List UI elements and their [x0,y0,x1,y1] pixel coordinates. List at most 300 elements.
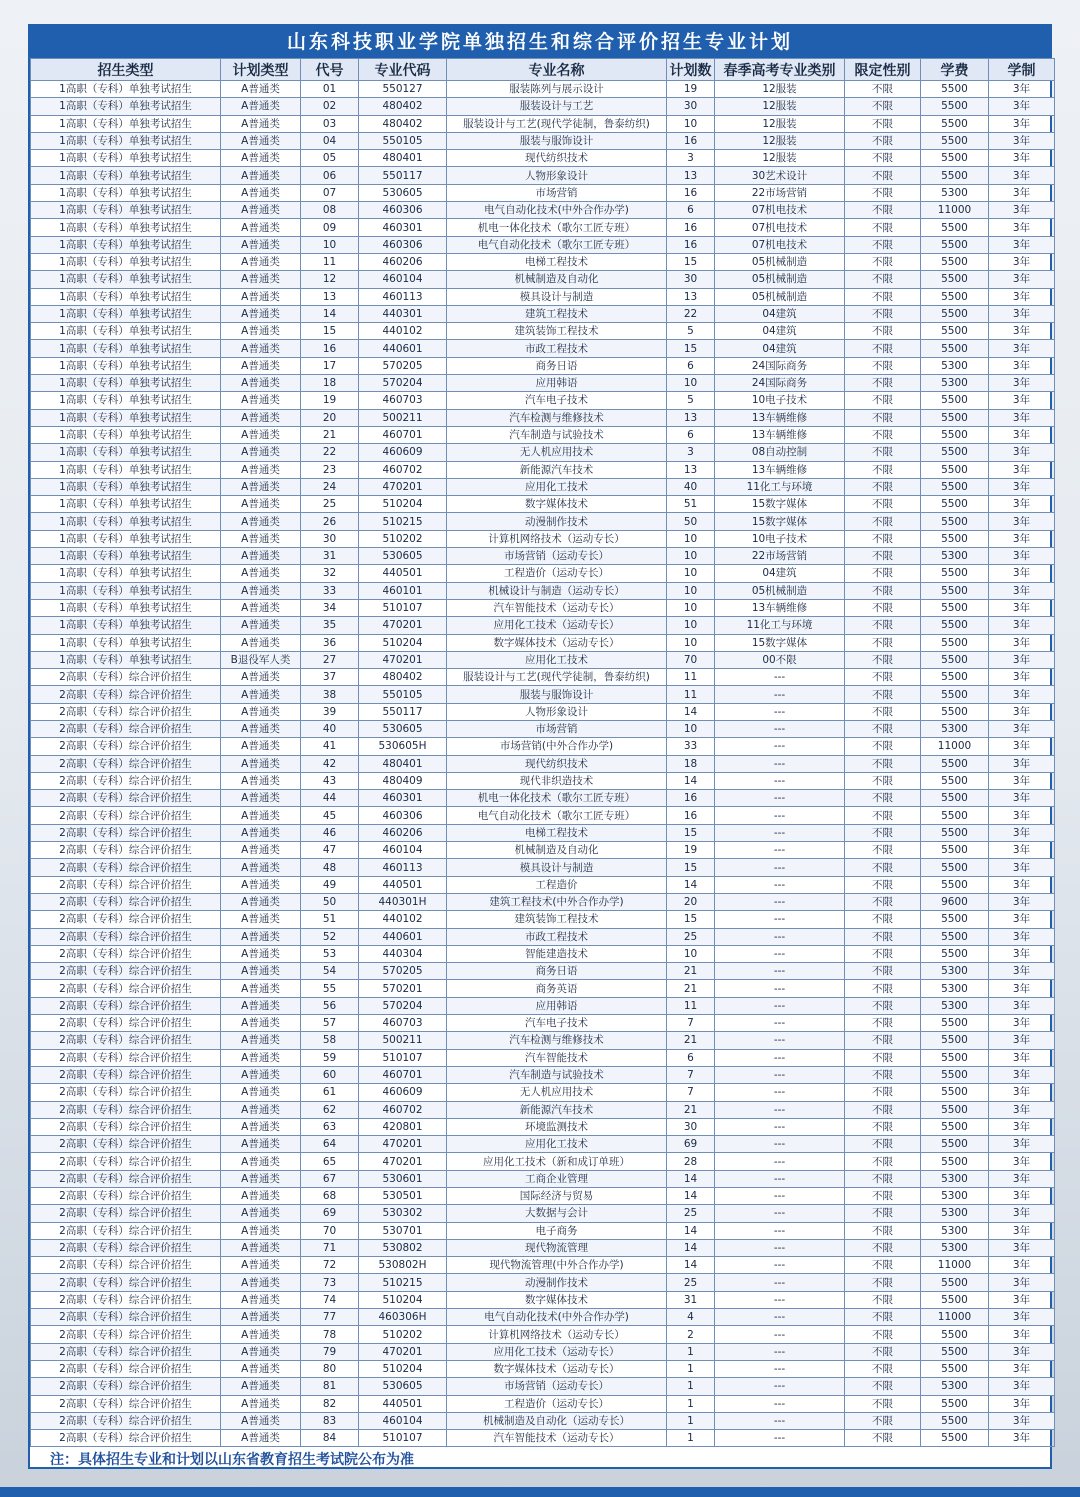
table-cell: --- [715,876,845,893]
table-cell: 3年 [989,634,1055,651]
table-cell: 21 [301,426,359,443]
table-cell: A普通类 [221,634,301,651]
table-cell: A普通类 [221,548,301,565]
table-cell: 3 [667,444,715,461]
table-cell: A普通类 [221,1101,301,1118]
table-cell: 460702 [359,461,447,478]
table-cell: 480402 [359,115,447,132]
table-cell: 460101 [359,582,447,599]
table-cell: 05机械制造 [715,582,845,599]
table-cell: 1高职（专科）单独考试招生 [31,599,221,616]
table-row [31,219,1055,236]
table-cell: A普通类 [221,859,301,876]
table-cell: --- [715,997,845,1014]
table-cell: 3年 [989,426,1055,443]
table-row [31,253,1055,270]
table-cell: 470201 [359,617,447,634]
table-cell: 16 [667,236,715,253]
table-row [31,1326,1055,1343]
table-cell: 78 [301,1326,359,1343]
table-cell: --- [715,1360,845,1377]
table-cell: 3年 [989,911,1055,928]
table-row [31,1084,1055,1101]
table-cell: A普通类 [221,184,301,201]
table-cell: 7 [667,1084,715,1101]
table-cell: 3年 [989,859,1055,876]
table-cell: 5500 [921,288,989,305]
table-cell: 20 [301,409,359,426]
table-cell: 41 [301,738,359,755]
table-cell: 13 [667,461,715,478]
table-cell: 不限 [845,513,921,530]
table-cell: A普通类 [221,911,301,928]
table-cell: 汽车智能技术（运动专长） [447,1430,667,1447]
table-cell: 3年 [989,81,1055,98]
table-row [31,184,1055,201]
table-cell: 1高职（专科）单独考试招生 [31,115,221,132]
table-cell: 30 [667,271,715,288]
table-cell: A普通类 [221,1136,301,1153]
table-row [31,1239,1055,1256]
table-cell: 3年 [989,807,1055,824]
table-cell: A普通类 [221,1032,301,1049]
table-cell: 5500 [921,651,989,668]
table-cell: 16 [301,340,359,357]
table-cell: 5500 [921,565,989,582]
table-cell: 15 [667,340,715,357]
table-cell: 1高职（专科）单独考试招生 [31,357,221,374]
table-cell: 470201 [359,478,447,495]
table-cell: A普通类 [221,357,301,374]
table-cell: 2高职（专科）综合评价招生 [31,738,221,755]
table-cell: 数字媒体技术（运动专长） [447,634,667,651]
table-cell: A普通类 [221,703,301,720]
table-cell: 5300 [921,1188,989,1205]
table-cell: 510107 [359,599,447,616]
table-row [31,1222,1055,1239]
table-cell: 63 [301,1118,359,1135]
table-cell: 05机械制造 [715,288,845,305]
table-cell: 480401 [359,150,447,167]
table-cell: 440601 [359,928,447,945]
table-cell: 10 [667,617,715,634]
table-row [31,703,1055,720]
table-row [31,669,1055,686]
table-row [31,496,1055,513]
table-cell: 3年 [989,1222,1055,1239]
table-cell: 1高职（专科）单独考试招生 [31,167,221,184]
table-cell: 45 [301,807,359,824]
table-cell: 5500 [921,323,989,340]
table-cell: 2高职（专科）综合评价招生 [31,1395,221,1412]
table-cell: --- [715,720,845,737]
table-cell: 不限 [845,478,921,495]
table-cell: 5500 [921,772,989,789]
table-cell: 51 [667,496,715,513]
table-cell: A普通类 [221,1170,301,1187]
table-cell: 59 [301,1049,359,1066]
table-cell: 机械制造及自动化 [447,271,667,288]
table-cell: A普通类 [221,1066,301,1083]
table-cell: 440501 [359,1395,447,1412]
table-cell: 04建筑 [715,323,845,340]
table-cell: 电气自动化技术（歌尔工匠专班） [447,807,667,824]
table-cell: 2高职（专科）综合评价招生 [31,1118,221,1135]
table-cell: 460104 [359,842,447,859]
table-cell: --- [715,1066,845,1083]
table-cell: 应用化工技术 [447,1136,667,1153]
table-cell: 市政工程技术 [447,340,667,357]
table-cell: 11化工与环境 [715,478,845,495]
table-cell: 12服装 [715,115,845,132]
table-cell: 不限 [845,409,921,426]
table-cell: 35 [301,617,359,634]
table-cell: 3年 [989,392,1055,409]
table-row [31,928,1055,945]
table-cell: A普通类 [221,1084,301,1101]
table-cell: A普通类 [221,1430,301,1447]
table-cell: 不限 [845,1430,921,1447]
table-cell: --- [715,669,845,686]
table-cell: 3年 [989,444,1055,461]
table-cell: 不限 [845,461,921,478]
table-row [31,1309,1055,1326]
table-cell: A普通类 [221,1309,301,1326]
table-cell: 现代非织造技术 [447,772,667,789]
table-row [31,1291,1055,1308]
table-cell: 不限 [845,1412,921,1429]
table-cell: 37 [301,669,359,686]
table-cell: 15 [667,911,715,928]
table-cell: 2高职（专科）综合评价招生 [31,963,221,980]
table-cell: 06 [301,167,359,184]
table-cell: 73 [301,1274,359,1291]
table-cell: 10电子技术 [715,392,845,409]
table-row [31,893,1055,910]
table-row [31,1205,1055,1222]
table-cell: 汽车检测与维修技术 [447,1032,667,1049]
table-row [31,409,1055,426]
table-cell: A普通类 [221,392,301,409]
table-cell: 5300 [921,1222,989,1239]
table-cell: 7 [667,1066,715,1083]
table-cell: 570201 [359,980,447,997]
table-cell: 应用化工技术 [447,651,667,668]
table-cell: A普通类 [221,496,301,513]
table-cell: 服装陈列与展示设计 [447,81,667,98]
table-cell: 77 [301,1309,359,1326]
table-cell: 1高职（专科）单独考试招生 [31,634,221,651]
table-cell: 3年 [989,1032,1055,1049]
table-cell: 84 [301,1430,359,1447]
table-cell: 5500 [921,98,989,115]
table-cell: 不限 [845,496,921,513]
table-cell: 5500 [921,1291,989,1308]
table-cell: 22市场营销 [715,184,845,201]
table-row [31,98,1055,115]
table-cell: A普通类 [221,565,301,582]
table-cell: 2高职（专科）综合评价招生 [31,1378,221,1395]
table-cell: 不限 [845,686,921,703]
table-cell: 1高职（专科）单独考试招生 [31,409,221,426]
table-cell: 3年 [989,599,1055,616]
table-cell: 3年 [989,1291,1055,1308]
table-cell: 10 [667,115,715,132]
table-row [31,202,1055,219]
table-cell: 25 [667,1205,715,1222]
table-cell: 51 [301,911,359,928]
table-cell: A普通类 [221,755,301,772]
table-cell: 570204 [359,375,447,392]
table-cell: 2高职（专科）综合评价招生 [31,911,221,928]
table-cell: 3年 [989,98,1055,115]
table-cell: A普通类 [221,686,301,703]
table-cell: 510107 [359,1430,447,1447]
table-cell: A普通类 [221,1257,301,1274]
table-cell: 6 [667,1049,715,1066]
table-cell: --- [715,1239,845,1256]
table-cell: --- [715,1395,845,1412]
table-cell: 550117 [359,167,447,184]
table-cell: 07机电技术 [715,236,845,253]
table-cell: 15 [301,323,359,340]
table-cell: 服装设计与工艺(现代学徒制，鲁泰纺织) [447,115,667,132]
table-cell: 27 [301,651,359,668]
table-cell: 5500 [921,426,989,443]
table-row [31,1170,1055,1187]
table-cell: 9600 [921,893,989,910]
table-cell: 3年 [989,1378,1055,1395]
table-cell: 26 [301,513,359,530]
table-cell: --- [715,911,845,928]
table-cell: 3年 [989,1343,1055,1360]
table-cell: A普通类 [221,81,301,98]
table-cell: --- [715,842,845,859]
table-cell: 04建筑 [715,565,845,582]
table-cell: --- [715,1309,845,1326]
table-cell: 13车辆维修 [715,461,845,478]
table-cell: 1 [667,1378,715,1395]
table-cell: 530605 [359,548,447,565]
table-cell: 不限 [845,323,921,340]
table-cell: 1高职（专科）单独考试招生 [31,513,221,530]
table-cell: 电气自动化技术（歌尔工匠专班） [447,236,667,253]
table-cell: A普通类 [221,426,301,443]
table-cell: 1高职（专科）单独考试招生 [31,219,221,236]
table-cell: 10 [667,375,715,392]
table-row [31,150,1055,167]
table-cell: 3年 [989,703,1055,720]
table-cell: A普通类 [221,720,301,737]
table-cell: --- [715,945,845,962]
table-cell: 24 [301,478,359,495]
table-row [31,478,1055,495]
table-cell: 20 [667,893,715,910]
table-cell: --- [715,1274,845,1291]
table-row [31,1412,1055,1429]
table-cell: 2高职（专科）综合评价招生 [31,980,221,997]
table-cell: 1高职（专科）单独考试招生 [31,202,221,219]
table-cell: 80 [301,1360,359,1377]
table-cell: 67 [301,1170,359,1187]
table-cell: 530701 [359,1222,447,1239]
table-row [31,790,1055,807]
table-cell: 动漫制作技术 [447,1274,667,1291]
table-cell: 机械制造及自动化（运动专长） [447,1412,667,1429]
table-cell: A普通类 [221,1188,301,1205]
table-cell: 21 [667,963,715,980]
table-cell: 72 [301,1257,359,1274]
table-cell: 570204 [359,997,447,1014]
table-cell: --- [715,1084,845,1101]
table-cell: 5500 [921,1274,989,1291]
table-cell: --- [715,893,845,910]
table-cell: A普通类 [221,669,301,686]
table-cell: 480402 [359,669,447,686]
table-cell: 28 [667,1153,715,1170]
table-cell: 3年 [989,323,1055,340]
table-cell: 不限 [845,824,921,841]
table-cell: 新能源汽车技术 [447,1101,667,1118]
table-cell: 不限 [845,115,921,132]
table-cell: --- [715,1136,845,1153]
table-row [31,772,1055,789]
table-row [31,305,1055,322]
table-row [31,859,1055,876]
column-header: 春季高考专业类别 [715,59,845,81]
table-cell: 5500 [921,1412,989,1429]
table-row [31,945,1055,962]
table-cell: 不限 [845,184,921,201]
table-cell: 15数字媒体 [715,634,845,651]
table-cell: 2 [667,1326,715,1343]
table-cell: 不限 [845,1015,921,1032]
table-cell: 5300 [921,980,989,997]
table-row [31,997,1055,1014]
table-cell: 81 [301,1378,359,1395]
table-cell: 汽车制造与试验技术 [447,426,667,443]
table-cell: 11 [667,997,715,1014]
table-cell: 71 [301,1239,359,1256]
table-cell: 3 [667,150,715,167]
table-cell: A普通类 [221,530,301,547]
table-cell: 3年 [989,167,1055,184]
table-cell: 40 [667,478,715,495]
table-cell: 440301H [359,893,447,910]
table-cell: 不限 [845,1205,921,1222]
table-cell: 58 [301,1032,359,1049]
table-cell: A普通类 [221,807,301,824]
table-cell: 5500 [921,253,989,270]
table-cell: 5300 [921,997,989,1014]
table-cell: 460609 [359,444,447,461]
table-cell: 1高职（专科）单独考试招生 [31,582,221,599]
table-cell: 现代物流管理(中外合作办学) [447,1257,667,1274]
table-cell: 5500 [921,807,989,824]
table-cell: 5300 [921,184,989,201]
table-cell: --- [715,1188,845,1205]
table-cell: 应用化工技术（新和成订单班） [447,1153,667,1170]
table-cell: 42 [301,755,359,772]
table-cell: 2高职（专科）综合评价招生 [31,1084,221,1101]
table-cell: 5300 [921,720,989,737]
table-cell: 2高职（专科）综合评价招生 [31,1257,221,1274]
table-cell: 11 [301,253,359,270]
table-cell: 5300 [921,1205,989,1222]
table-cell: A普通类 [221,132,301,149]
table-row [31,530,1055,547]
table-row [31,1049,1055,1066]
table-cell: 22 [301,444,359,461]
table-cell: 12服装 [715,150,845,167]
table-cell: 50 [667,513,715,530]
table-cell: 不限 [845,1118,921,1135]
table-cell: 440501 [359,876,447,893]
table-row [31,738,1055,755]
table-cell: 500211 [359,409,447,426]
table-cell: A普通类 [221,790,301,807]
table-cell: 510202 [359,1326,447,1343]
table-cell: 5500 [921,115,989,132]
table-cell: 2高职（专科）综合评价招生 [31,1412,221,1429]
table-cell: 3年 [989,1274,1055,1291]
table-cell: 3年 [989,1239,1055,1256]
table-cell: 12服装 [715,132,845,149]
table-cell: 2高职（专科）综合评价招生 [31,1049,221,1066]
table-cell: 4 [667,1309,715,1326]
table-cell: 汽车电子技术 [447,1015,667,1032]
table-cell: 数字媒体技术 [447,1291,667,1308]
table-cell: 14 [667,1257,715,1274]
table-cell: A普通类 [221,219,301,236]
table-cell: 14 [667,1170,715,1187]
table-cell: 不限 [845,1395,921,1412]
table-cell: 3年 [989,1257,1055,1274]
table-cell: 工商企业管理 [447,1170,667,1187]
table-cell: 01 [301,81,359,98]
table-cell: 不限 [845,599,921,616]
table-cell: 02 [301,98,359,115]
table-cell: 5500 [921,219,989,236]
table-cell: 440601 [359,340,447,357]
table-cell: 3年 [989,824,1055,841]
table-cell: 不限 [845,288,921,305]
table-cell: 1高职（专科）单独考试招生 [31,305,221,322]
table-cell: 5500 [921,409,989,426]
table-cell: 3年 [989,478,1055,495]
table-cell: 16 [667,790,715,807]
table-cell: 2高职（专科）综合评价招生 [31,824,221,841]
table-cell: 07 [301,184,359,201]
table-cell: 不限 [845,669,921,686]
table-cell: A普通类 [221,202,301,219]
table-cell: A普通类 [221,1153,301,1170]
table-cell: 不限 [845,253,921,270]
table-cell: 不限 [845,565,921,582]
table-cell: 3年 [989,375,1055,392]
table-cell: 5500 [921,859,989,876]
table-cell: --- [715,1430,845,1447]
table-cell: A普通类 [221,1205,301,1222]
table-cell: 460206 [359,824,447,841]
table-cell: 3年 [989,772,1055,789]
table-cell: B退役军人类 [221,651,301,668]
table-cell: 工程造价（运动专长） [447,565,667,582]
table-cell: 5500 [921,582,989,599]
table-cell: 5500 [921,1066,989,1083]
table-cell: 5300 [921,548,989,565]
table-cell: 5500 [921,132,989,149]
